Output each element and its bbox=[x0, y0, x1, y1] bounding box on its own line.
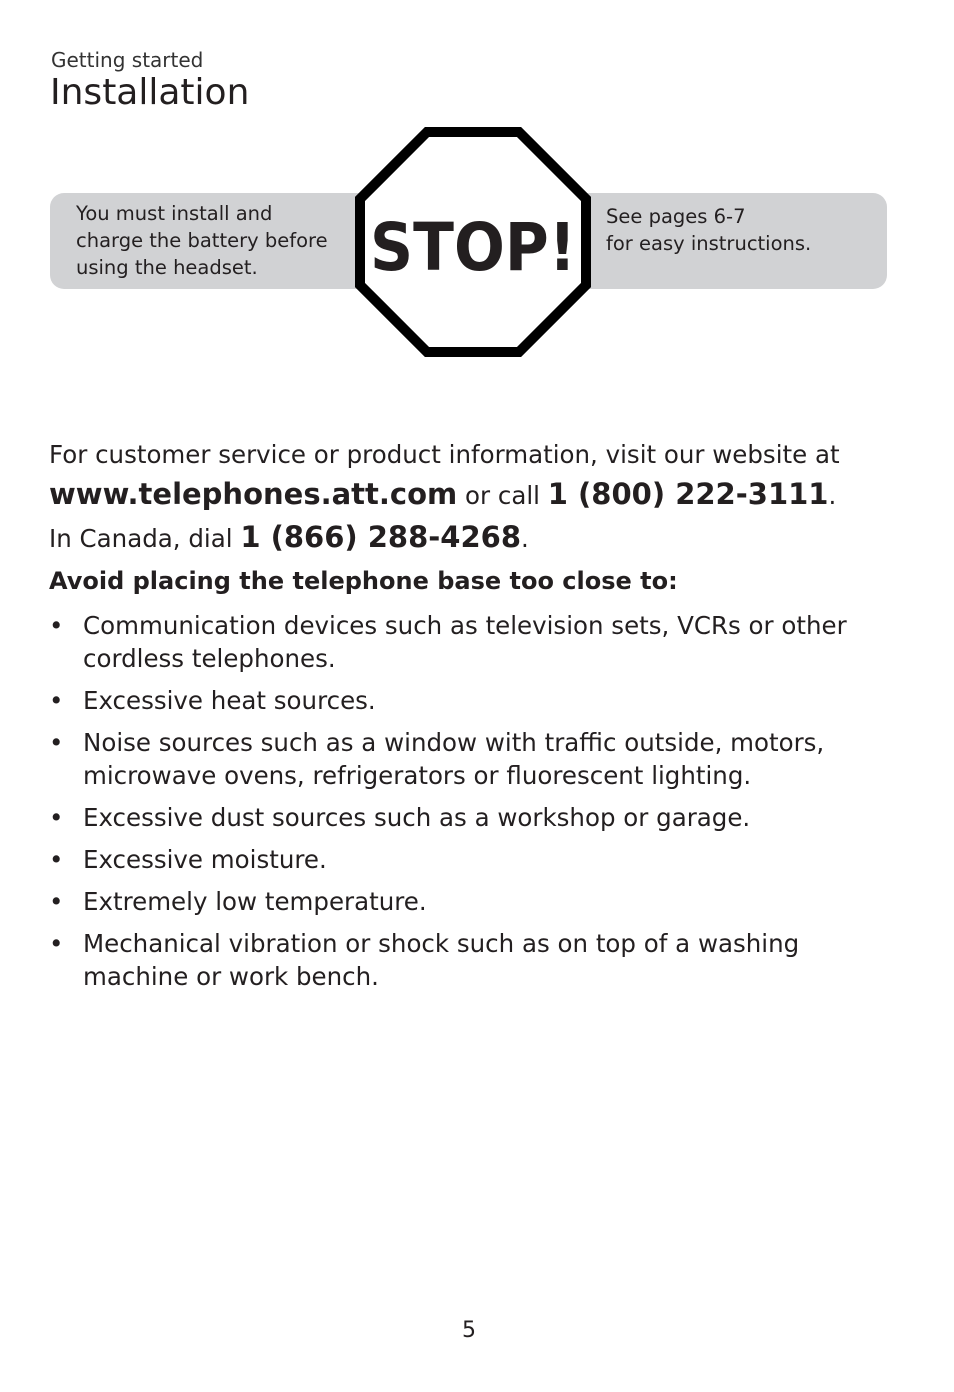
instructions-reference-line: for easy instructions. bbox=[606, 232, 812, 255]
list-item bbox=[49, 843, 909, 876]
bullet-icon: • bbox=[49, 803, 64, 832]
page-title: Installation bbox=[50, 72, 250, 113]
bullet-icon: • bbox=[49, 728, 64, 757]
list-item-text: Excessive heat sources. bbox=[83, 686, 376, 715]
list-item-text: Mechanical vibration or shock such as on top of a washing bbox=[83, 929, 800, 958]
instructions-reference-line: See pages 6-7 bbox=[606, 205, 746, 228]
list-item bbox=[49, 801, 909, 834]
stop-sign-text: STOP! bbox=[370, 209, 576, 286]
canada-prefix-text: In Canada, dial bbox=[49, 524, 241, 553]
battery-warning-line: using the headset. bbox=[76, 256, 258, 279]
page-number: 5 bbox=[462, 1318, 476, 1343]
website-link[interactable]: www.telephones.att.com bbox=[49, 477, 458, 511]
contact-line bbox=[49, 474, 909, 516]
list-item-text: microwave ovens, refrigerators or fluorescent lighting. bbox=[83, 761, 752, 790]
list-item-text: Excessive moisture. bbox=[83, 845, 327, 874]
sentence-period: . bbox=[828, 481, 837, 510]
avoid-list bbox=[49, 609, 909, 993]
list-item bbox=[49, 726, 909, 792]
list-item bbox=[49, 684, 909, 717]
canada-phone-number: 1 (866) 288-4268 bbox=[240, 520, 522, 554]
battery-warning-line: You must install and bbox=[76, 202, 273, 225]
list-item bbox=[49, 885, 909, 918]
avoid-heading: Avoid placing the telephone base too close to: bbox=[49, 567, 678, 595]
bullet-icon: • bbox=[49, 611, 64, 640]
list-item-text: Communication devices such as television sets, VCRs or other bbox=[83, 611, 847, 640]
stop-sign-icon bbox=[355, 127, 591, 357]
battery-warning-line: charge the battery before bbox=[76, 229, 328, 252]
list-item-text: Noise sources such as a window with traffic outside, motors, bbox=[83, 728, 825, 757]
bullet-icon: • bbox=[49, 845, 64, 874]
list-item-text: Excessive dust sources such as a workshop or garage. bbox=[83, 803, 751, 832]
list-item-text: cordless telephones. bbox=[83, 644, 336, 673]
list-item bbox=[49, 927, 909, 993]
bullet-icon: • bbox=[49, 686, 64, 715]
list-item bbox=[49, 609, 909, 675]
main-content bbox=[49, 436, 909, 993]
list-item-text: Extremely low temperature. bbox=[83, 887, 427, 916]
or-call-text: or call bbox=[457, 481, 548, 510]
sentence-period: . bbox=[521, 524, 529, 553]
battery-warning-text bbox=[76, 200, 346, 281]
instructions-reference-text bbox=[606, 203, 876, 257]
bullet-icon: • bbox=[49, 929, 64, 958]
bullet-icon: • bbox=[49, 887, 64, 916]
section-label: Getting started bbox=[51, 48, 204, 72]
list-item-text: machine or work bench. bbox=[83, 962, 379, 991]
customer-service-intro: For customer service or product information, visit our website at bbox=[49, 440, 840, 469]
canada-contact-line bbox=[49, 516, 909, 560]
us-phone-number: 1 (800) 222-3111 bbox=[547, 477, 829, 511]
